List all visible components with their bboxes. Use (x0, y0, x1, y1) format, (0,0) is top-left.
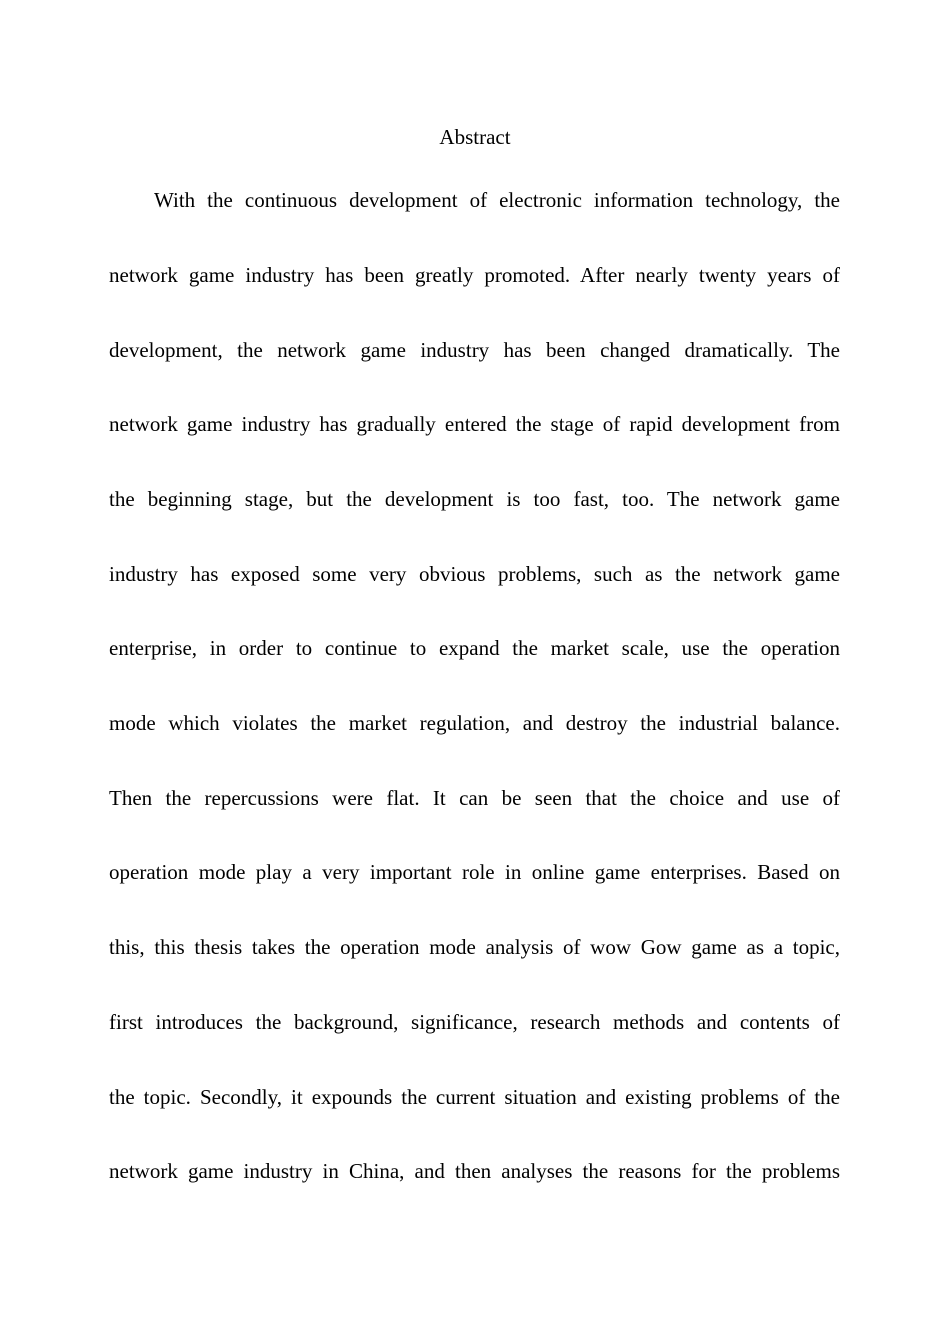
paragraph-line: this, this thesis takes the operation mode analysis of wow Gow game as a topic, (109, 935, 840, 959)
paragraph-line: the topic. Secondly, it expounds the current situation and existing problems of the (109, 1085, 840, 1109)
paragraph-line: the beginning stage, but the development is too fast, too. The network game (109, 487, 840, 511)
paragraph-line: With the continuous development of electronic information technology, the (154, 188, 840, 212)
paragraph-line: network game industry has been greatly promoted. After nearly twenty years of (109, 263, 840, 287)
paragraph-line: Then the repercussions were flat. It can be seen that the choice and use of (109, 786, 840, 810)
paragraph-line: network game industry in China, and then analyses the reasons for the problems (109, 1159, 840, 1183)
abstract-heading: Abstract (439, 125, 511, 149)
paragraph-line: development, the network game industry has been changed dramatically. The (109, 338, 840, 362)
paragraph-line: enterprise, in order to continue to expand the market scale, use the operation (109, 636, 840, 660)
paragraph-line: mode which violates the market regulation, and destroy the industrial balance. (109, 711, 840, 735)
paragraph-line: industry has exposed some very obvious problems, such as the network game (109, 562, 840, 586)
paragraph-line: network game industry has gradually entered the stage of rapid development from (109, 412, 840, 436)
paragraph-line: first introduces the background, significance, research methods and contents of (109, 1010, 840, 1034)
paragraph-line: operation mode play a very important role in online game enterprises. Based on (109, 860, 840, 884)
